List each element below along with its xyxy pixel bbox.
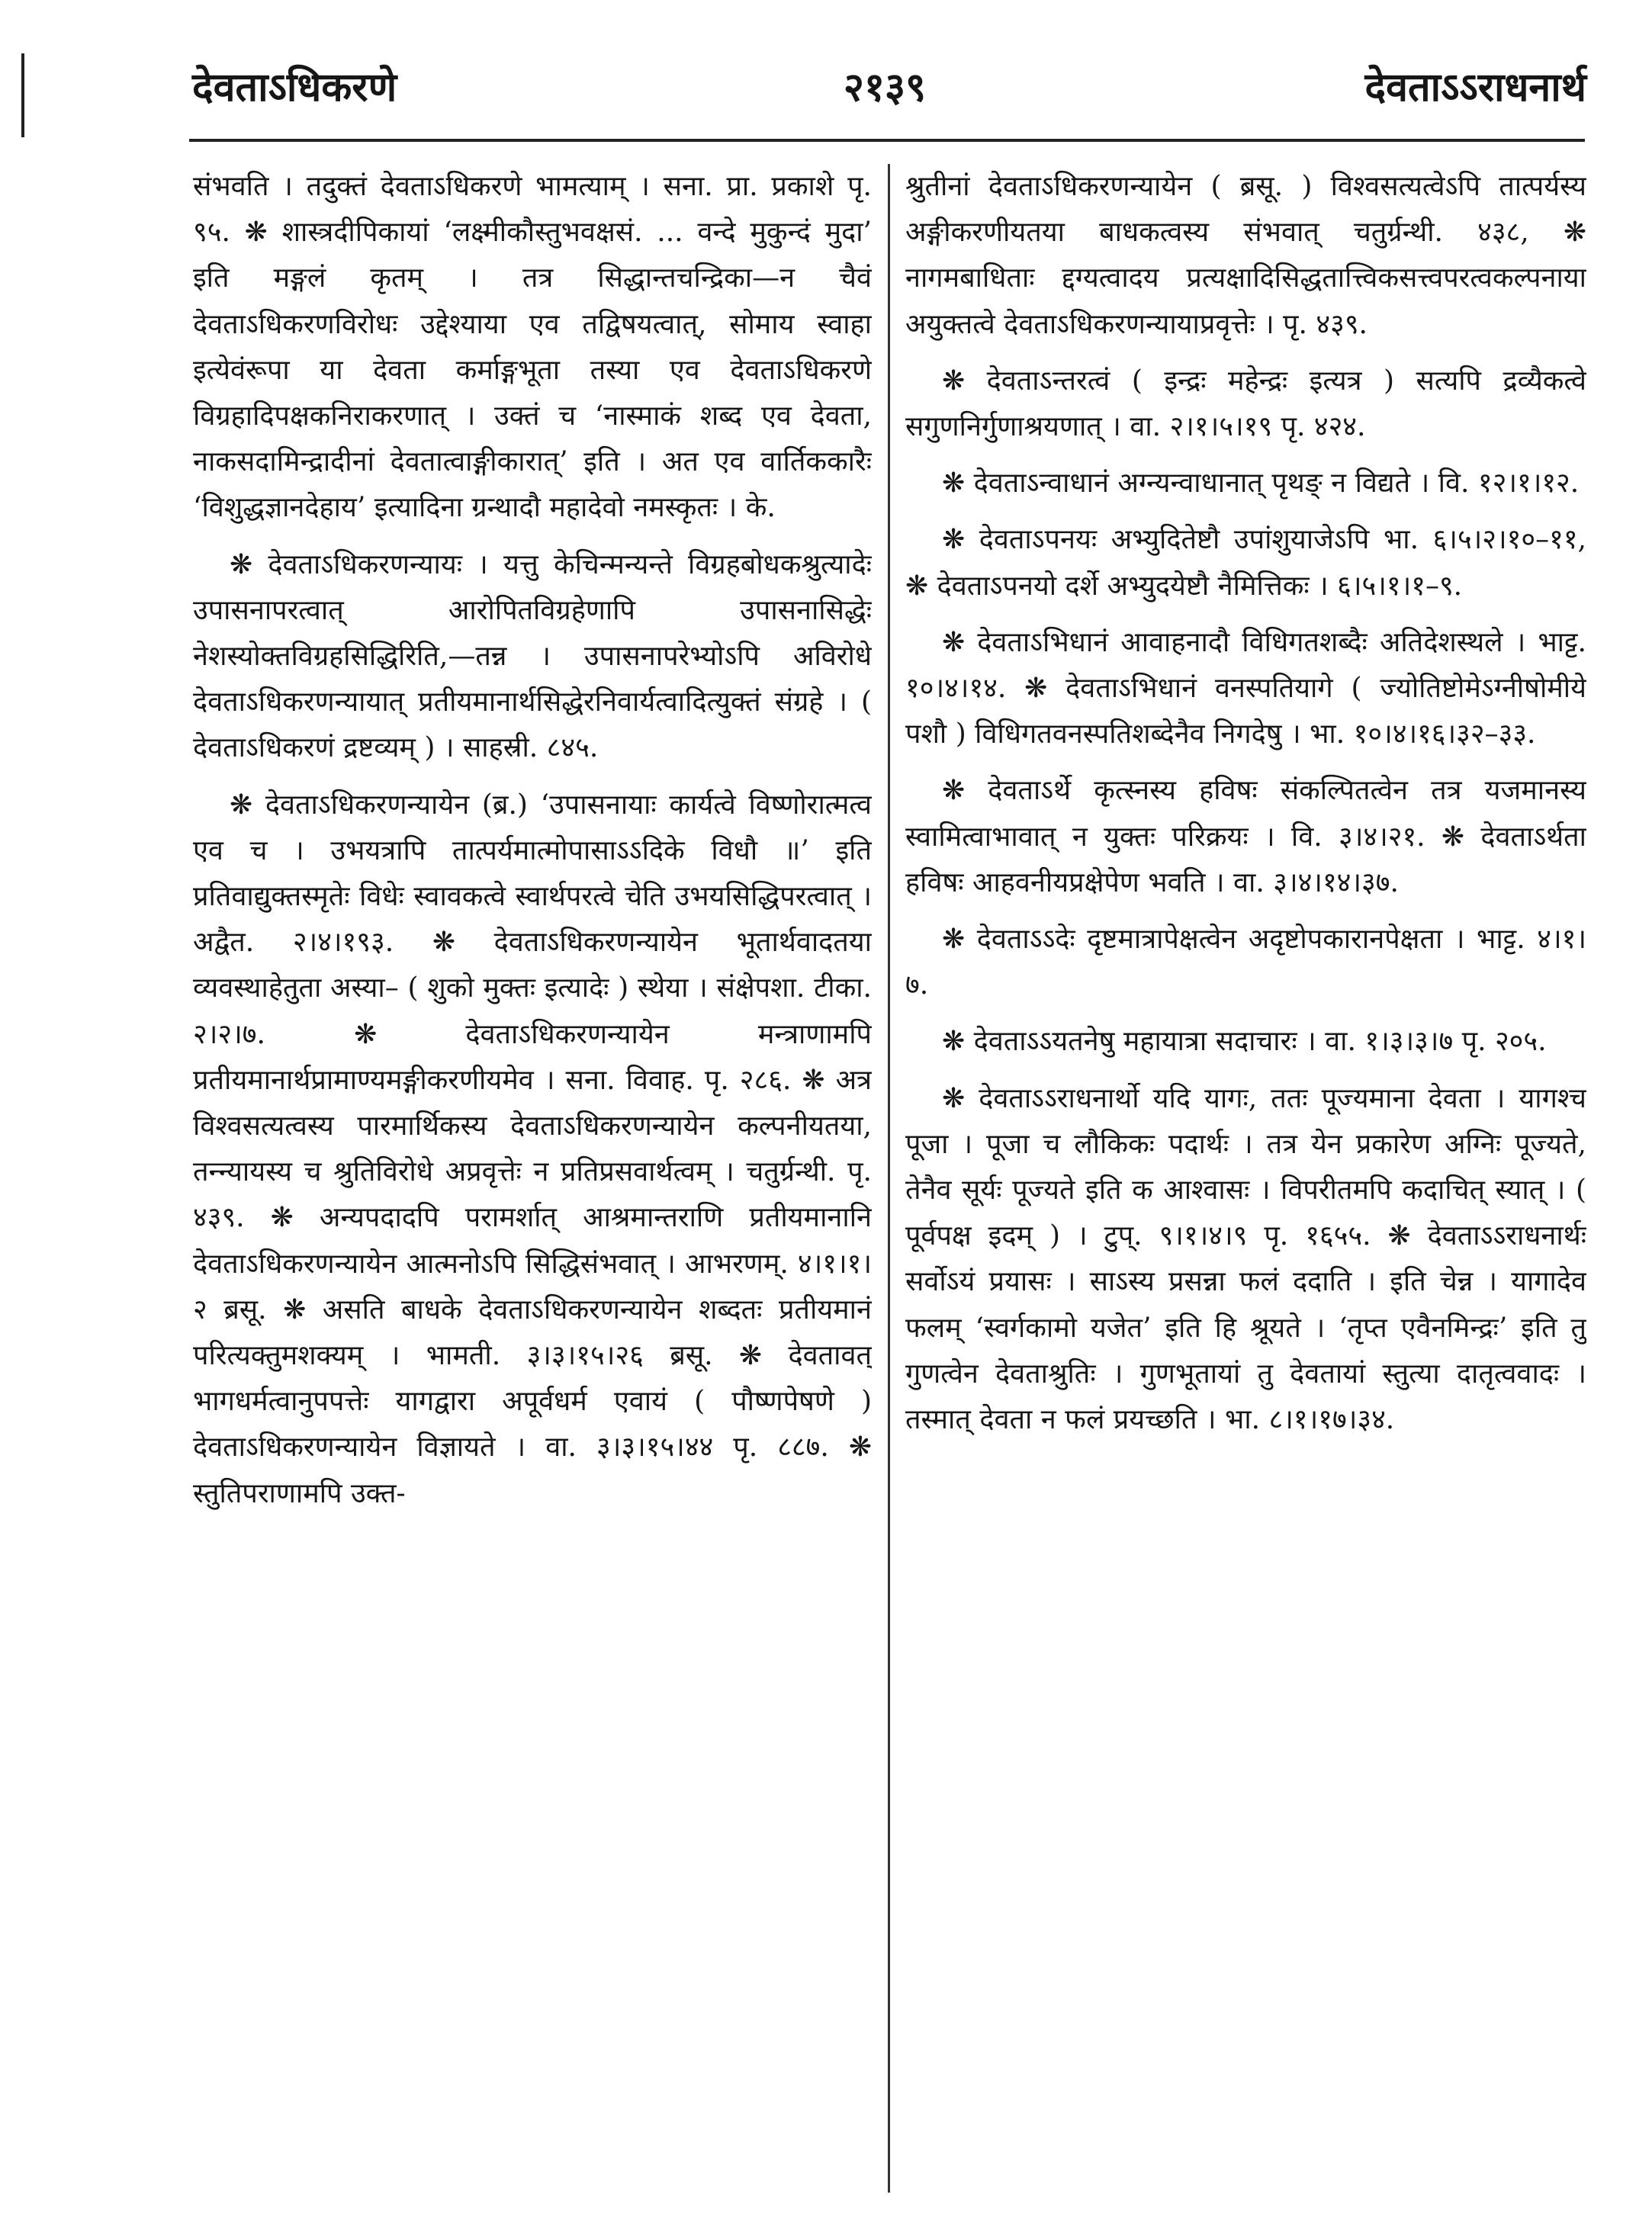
column-divider [888, 164, 890, 2193]
left-column [193, 164, 872, 2193]
right-paragraph-1: श्रुतीनां देवताऽधिकरणन्यायेन ( ब्रसू. ) विश्वसत्यत्वेऽपि तात्पर्यस्य अङ्गीकरणीयतया बाधकत्वस्य संभवात् चतुर्ग्रन्थी. ४३८, ❋ नागमबाधिताः द्दग्यत्वादय प्रत्यक्षादिसिद्धतात्त्विकसत्त्वपरत्वकल्पनाया अयुक्तत्वे देवताऽधिकरणन्यायाप्रवृत्तेः । पृ. ४३९. [905, 171, 1586, 340]
right-paragraph-6: ❋ देवताऽर्थे कृत्स्नस्य हविषः संकल्पितत्वेन तत्र यजमानस्य स्वामित्वाभावात् न युक्तः परिक्रयः । वि. ३।४।२१. ❋ देवताऽर्थता हविषः आहवनीयप्रक्षेपेण भवति । वा. ३।४।१४।३७. [905, 775, 1586, 898]
right-paragraph-8: ❋ देवताऽऽयतनेषु महायात्रा सदाचारः । वा. १।३।३।७ पृ. २०५. [942, 1026, 1547, 1058]
header-right-title: देवताऽऽराधनार्थ [1364, 64, 1586, 111]
running-header [183, 61, 1586, 122]
right-paragraph-9: ❋ देवताऽऽराधनार्थो यदि यागः, ततः पूज्यमाना देवता । यागश्च पूजा । पूजा च लौकिकः पदार्थः । तत्र येन प्रकारेण अग्निः पूज्यते, तेनैव सूर्यः पूज्यते इति क आश्वासः । विपरीतमपि कदाचित् स्यात् । ( पूर्वपक्ष इदम् ) । टुप्. ९।१।४।९ पृ. १६५५. ❋ देवताऽऽराधनार्थः सर्वोऽयं प्रयासः । साऽस्य प्रसन्ना फलं ददाति । इति चेन्न । यागादेव फलम् ‘स्वर्गकामो यजेत’ इति हि श्रूयते । ‘तृप्त एवैनमिन्द्रः’ इति तु गुणत्वेन देवताश्रुतिः । गुणभूतायां तु देवतायां स्तुत्या दातृत्ववादः । तस्मात् देवता न फलं प्रयच्छति । भा. ८।१।१७।३४. [905, 1082, 1586, 1436]
header-rule [189, 139, 1585, 142]
right-paragraph-5: ❋ देवताऽभिधानं आवाहनादौ विधिगतशब्दैः अतिदेशस्थले । भाट्ट. १०।४।१४. ❋ देवताऽभिधानं वनस्पतियागे ( ज्योतिष्टोमेऽग्नीषोमीये पशौ ) विधिगतवनस्पतिशब्देनैव निगदेषु । भा. १०।४।१६।३२–३३. [905, 626, 1586, 750]
right-column [905, 164, 1586, 2193]
left-paragraph-3: ❋ देवताऽधिकरणन्यायेन (ब्र.) ‘उपासनायाः कार्यत्वे विष्णोरात्मत्व एव च । उभयत्रापि तात्पर्यमात्मोपासाऽऽदिके विधौ ॥’ इति प्रतिवाद्युक्तस्मृतेः विधेः स्वावकत्वे स्वार्थपरत्वे चेति उभयसिद्धिपरत्वात् । अद्वैत. २।४।१९३. ❋ देवताऽधिकरणन्यायेन भूतार्थवादतया व्यवस्थाहेतुता अस्या– ( शुको मुक्तः इत्यादेः ) स्थेया । संक्षेपशा. टीका. २।२।७. ❋ देवताऽधिकरणन्यायेन मन्त्राणामपि प्रतीयमानार्थप्रामाण्यमङ्गीकरणीयमेव । सना. विवाह. पृ. २८६. ❋ अत्र विश्वसत्यत्वस्य पारमार्थिकस्य देवताऽधिकरणन्यायेन कल्पनीयतया, तन्न्यायस्य च श्रुतिविरोधे अप्रवृत्तेः न प्रतिप्रसवार्थत्वम् । चतुर्ग्रन्थी. पृ. ४३९. ❋ अन्यपदादपि परामर्शात् आश्रमान्तराणि प्रतीयमानानि देवताऽधिकरणन्यायेन आत्मनोऽपि सिद्धिसंभवात् । आभरणम्. ४।१।१।२ ब्रसू. ❋ असति बाधके देवताऽधिकरणन्यायेन शब्दतः प्रतीयमानं परित्यक्तुमशक्यम् । भामती. ३।३।१५।२६ ब्रसू. ❋ देवतावत् भागधर्मत्वानुपपत्तेः यागद्वारा अपूर्वधर्म एवायं ( पौष्णपेषणे ) देवताऽधिकरणन्यायेन विज्ञायते । वा. ३।३।१५।४४ पृ. ८८७. ❋ स्तुतिपराणामपि उक्त- [193, 789, 872, 1509]
right-paragraph-3: ❋ देवताऽन्वाधानं अग्न्यन्वाधानात् पृथङ् न विद्यते । वि. १२।१।१२. [942, 467, 1580, 500]
page-number: २१३९ [843, 64, 927, 111]
right-paragraph-7: ❋ देवताऽऽदेः दृष्टमात्रापेक्षत्वेन अदृष्टोपकारानपेक्षता । भाट्ट. ४।१।७. [905, 924, 1586, 1001]
margin-rule [21, 53, 24, 137]
left-paragraph-2: ❋ देवताऽधिकरणन्यायः । यत्तु केचिन्मन्यन्ते विग्रहबोधकश्रुत्यादेः उपासनापरत्वात् आरोपितविग्रहेणापि उपासनासिद्धेः नेशस्योक्तविग्रहसिद्धिरिति,—तन्न । उपासनापरेभ्योऽपि अविरोधे देवताऽधिकरणन्यायात् प्रतीयमानार्थसिद्धेरनिवार्यत्वादित्युक्तं संग्रहे । ( देवताऽधिकरणं द्रष्टव्यम् ) । साहस्री. ८४५. [193, 548, 872, 764]
header-left-title: देवताऽधिकरणे [192, 64, 397, 111]
right-paragraph-2: ❋ देवताऽन्तरत्वं ( इन्द्रः महेन्द्रः इत्यत्र ) सत्यपि द्रव्यैकत्वे सगुणनिर्गुणाश्रयणात् । वा. २।१।५।१९ पृ. ४२४. [905, 365, 1586, 443]
right-paragraph-4: ❋ देवताऽपनयः अभ्युदितेष्टौ उपांशुयाजेऽपि भा. ६।५।२।१०–११, ❋ देवताऽपनयो दर्शे अभ्युदयेष्टौ नैमित्तिकः । ६।५।१।१–९. [905, 524, 1586, 602]
left-paragraph-1: संभवति । तदुक्तं देवताऽधिकरणे भामत्याम् । सना. प्रा. प्रकाशे पृ. ९५. ❋ शास्त्रदीपिकायां ‘लक्ष्मीकौस्तुभवक्षसं. ... वन्दे मुकुन्दं मुदा’ इति मङ्गलं कृतम् । तत्र सिद्धान्तचन्द्रिका—न चैवं देवताऽधिकरणविरोधः उद्देश्याया एव तद्विषयत्वात्, सोमाय स्वाहा इत्येवंरूपा या देवता कर्माङ्गभूता तस्या एव देवताऽधिकरणे विग्रहादिपक्षकनिराकरणात् । उक्तं च ‘नास्माकं शब्द एव देवता, नाकसदामिन्द्रादीनां देवतात्वाङ्गीकारात्’ इति । अत एव वार्तिककारैः ‘विशुद्धज्ञानदेहाय’ इत्यादिना ग्रन्थादौ महादेवो नमस्कृतः । के. [193, 171, 872, 524]
